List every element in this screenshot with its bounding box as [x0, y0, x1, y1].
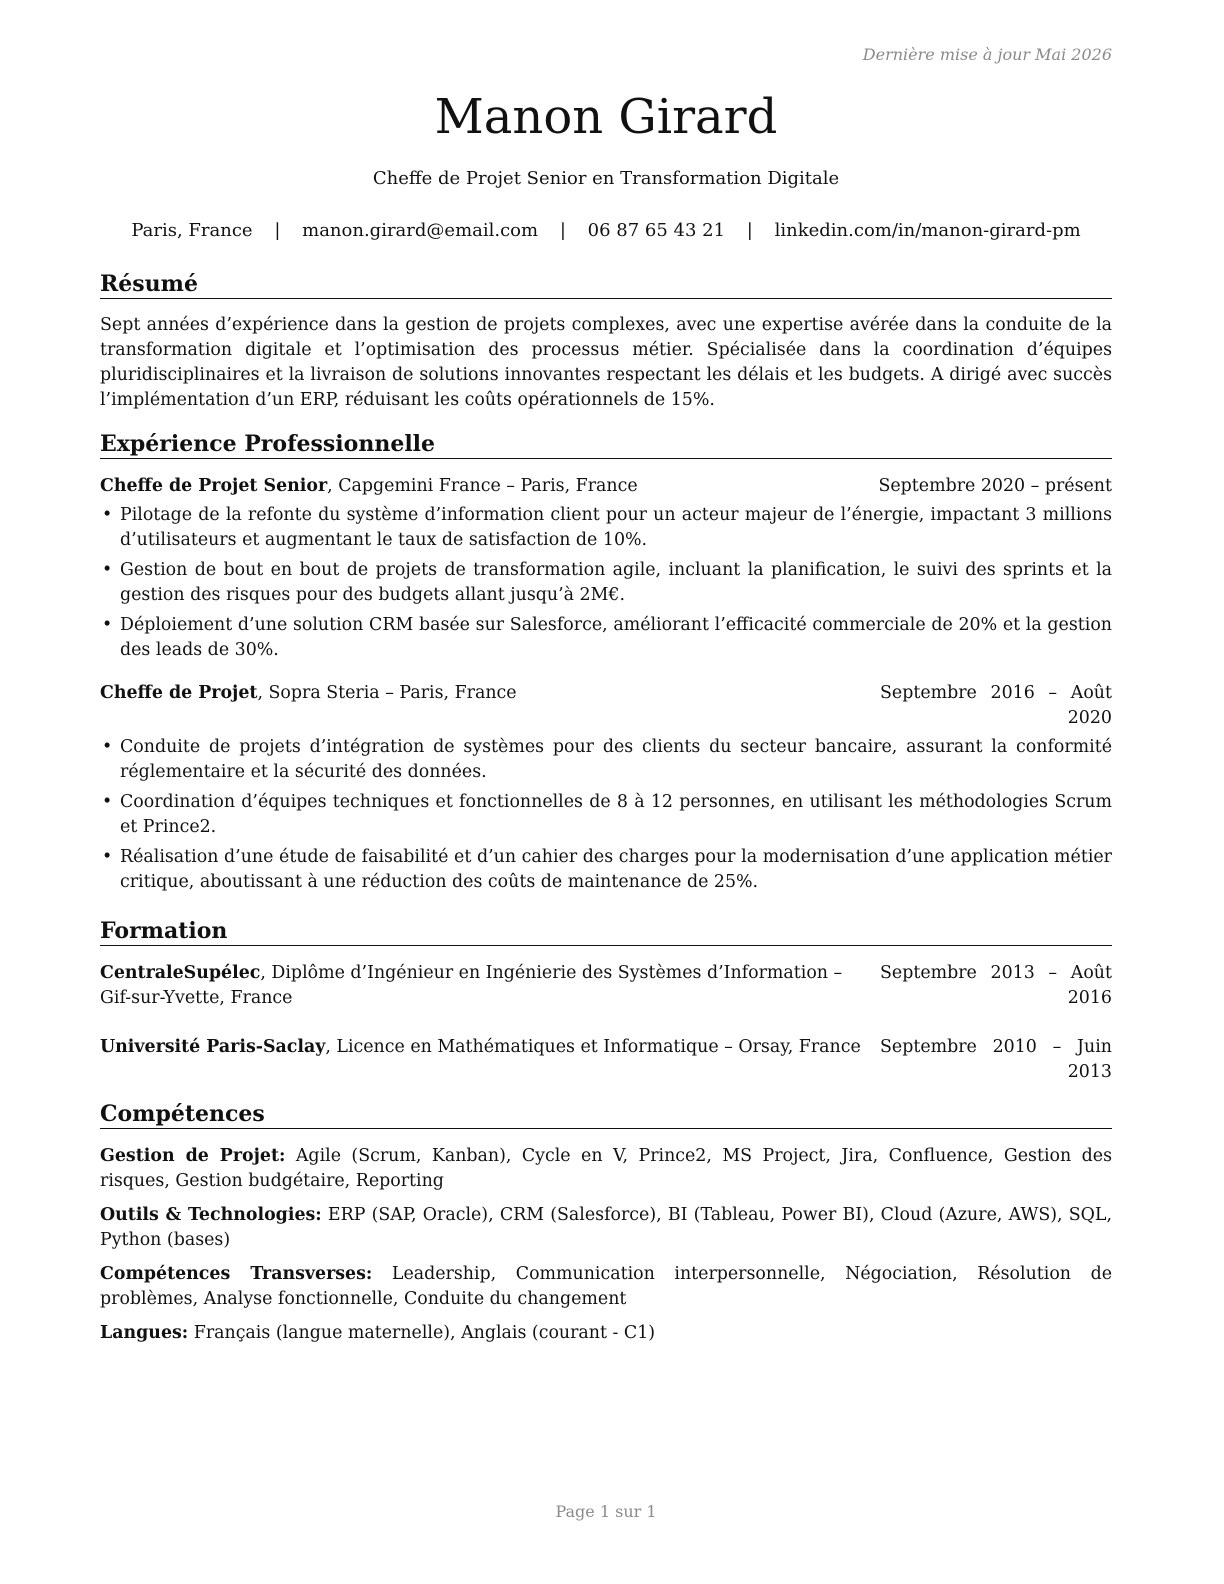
list-item — [100, 503, 1112, 553]
bullet-text: Conduite de projets d’intégration de systèmes pour des clients du secteur bancaire, assurant la conformité réglementaire et la sécurité des données. — [120, 737, 1112, 782]
job-title-line — [100, 474, 638, 499]
section-skills — [100, 1100, 1112, 1346]
skill-value: Agile (Scrum, Kanban), Cycle en V, Prince2, MS Project, Jira, Confluence, Gestion des risques, Gestion budgétaire, Reporting — [100, 1146, 1112, 1191]
job-entry — [100, 681, 1112, 895]
job-role: Cheffe de Projet Senior — [100, 476, 328, 496]
contact-email[interactable]: manon.girard@email.com — [302, 220, 539, 241]
list-item — [100, 735, 1112, 785]
education-school: Université Paris-Saclay — [100, 1037, 326, 1057]
contact-location: Paris, France — [131, 220, 253, 241]
contact-separator: | — [274, 220, 281, 241]
skill-value: Leadership, Communication interpersonnelle, Négociation, Résolution de problèmes, Analyse fonctionnelle, Conduite du changement — [100, 1264, 1112, 1309]
list-item — [100, 845, 1112, 895]
job-role: Cheffe de Projet — [100, 683, 258, 703]
section-resume — [100, 270, 1112, 413]
bullet-text: Déploiement d’une solution CRM basée sur Salesforce, améliorant l’efficacité commerciale de 20% et la gestion des leads de 30%. — [120, 615, 1112, 660]
section-heading: Formation — [100, 917, 1112, 946]
contact-phone[interactable]: 06 87 65 43 21 — [587, 220, 726, 241]
job-bullets — [100, 735, 1112, 895]
education-dates: Septembre 2010 – Juin 2013 — [880, 1037, 1112, 1082]
bullet-icon: • — [102, 505, 113, 525]
list-item — [100, 558, 1112, 608]
bullet-text: Réalisation d’une étude de faisabilité et d’un cahier des charges pour la modernisation d’une application métier critique, aboutissant à une réduction des coûts de maintenance de 25%. — [120, 847, 1112, 892]
education-dates: Septembre 2013 – Août 2016 — [880, 963, 1112, 1008]
section-heading: Compétences — [100, 1100, 1112, 1129]
education-entry — [100, 1035, 1112, 1085]
candidate-title: Cheffe de Projet Senior en Transformation Digitale — [372, 168, 840, 189]
education-entry — [100, 961, 1112, 1011]
page-number: Page 1 sur 1 — [555, 1502, 657, 1521]
section-heading: Résumé — [100, 270, 1112, 299]
resume-text: Sept années d’expérience dans la gestion de projets complexes, avec une expertise avérée dans la conduite de la transformation digitale et l’optimisation des processus métier. Spécialisée dans la coordination d’équipes pluridisciplinaires et la livraison de solutions innovantes respectant les délais et les budgets. A dirigé avec succès l’implémentation d’un ERP, réduisant les coûts opérationnels de 15%. — [100, 315, 1112, 410]
education-title — [100, 961, 875, 1011]
bullet-text: Gestion de bout en bout de projets de transformation agile, incluant la planification, le suivi des sprints et la gestion des risques pour des budgets allant jusqu’à 2M€. — [120, 560, 1112, 605]
skill-label: Compétences Transverses: — [100, 1264, 373, 1284]
education-title — [100, 1035, 875, 1085]
section-heading: Expérience Professionnelle — [100, 430, 1112, 459]
bullet-icon: • — [102, 792, 113, 812]
contact-line — [100, 219, 1112, 243]
section-experience — [100, 430, 1112, 900]
contact-separator: | — [746, 220, 753, 241]
skill-label: Outils & Technologies: — [100, 1205, 322, 1225]
skill-line — [100, 1203, 1112, 1253]
bullet-icon: • — [102, 560, 113, 580]
job-company: , Capgemini France – Paris, France — [327, 476, 638, 496]
skill-label: Gestion de Projet: — [100, 1146, 286, 1166]
section-education — [100, 917, 1112, 1085]
job-bullets — [100, 503, 1112, 663]
contact-linkedin[interactable]: linkedin.com/in/manon-girard-pm — [774, 220, 1081, 241]
list-item — [100, 790, 1112, 840]
contact-separator: | — [559, 220, 566, 241]
list-item — [100, 613, 1112, 663]
bullet-icon: • — [102, 847, 113, 867]
skill-value: Français (langue maternelle), Anglais (courant - C1) — [188, 1323, 656, 1343]
candidate-name: Manon Girard — [434, 89, 778, 145]
education-detail: , Diplôme d’Ingénieur en Ingénierie des Systèmes d’Information – Gif-sur-Yvette, France — [100, 963, 843, 1008]
job-header — [100, 681, 1112, 731]
skill-line — [100, 1144, 1112, 1194]
bullet-icon: • — [102, 737, 113, 757]
bullet-text: Pilotage de la refonte du système d’information client pour un acteur majeur de l’énergie, impactant 3 millions d’utilisateurs et augmentant le taux de satisfaction de 10%. — [120, 505, 1112, 550]
skill-line — [100, 1262, 1112, 1312]
job-title-line — [100, 681, 517, 731]
cv-page — [100, 0, 1112, 1584]
skill-label: Langues: — [100, 1323, 189, 1343]
bullet-text: Coordination d’équipes techniques et fonctionnelles de 8 à 12 personnes, en utilisant les méthodologies Scrum et Prince2. — [120, 792, 1112, 837]
skill-line — [100, 1321, 1112, 1346]
skill-value: ERP (SAP, Oracle), CRM (Salesforce), BI (Tableau, Power BI), Cloud (Azure, AWS), SQL, Python (bases) — [100, 1205, 1112, 1250]
job-entry — [100, 474, 1112, 663]
job-header — [100, 474, 1112, 499]
job-company: , Sopra Steria – Paris, France — [257, 683, 517, 703]
job-dates: Septembre 2016 – Août 2020 — [880, 683, 1112, 728]
bullet-icon: • — [102, 615, 113, 635]
job-dates: Septembre 2020 – présent — [878, 476, 1112, 496]
education-school: CentraleSupélec — [100, 963, 261, 983]
last-updated: Dernière mise à jour Mai 2026 — [862, 45, 1112, 64]
education-detail: , Licence en Mathématiques et Informatique – Orsay, France — [325, 1037, 861, 1057]
